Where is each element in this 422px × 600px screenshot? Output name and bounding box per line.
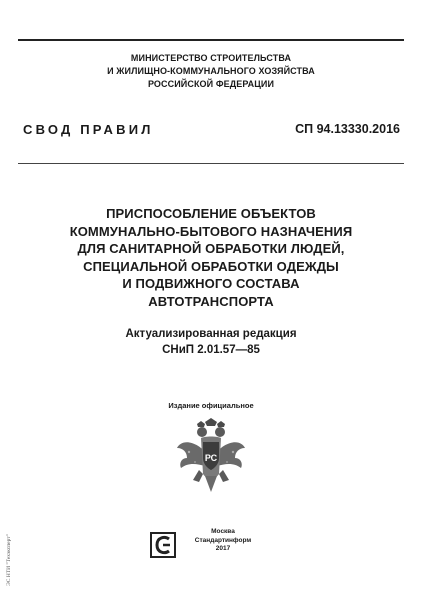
title-line: КОММУНАЛЬНО-БЫТОВОГО НАЗНАЧЕНИЯ [69, 223, 353, 239]
ministry-line: И ЖИЛИЩНО-КОММУНАЛЬНОГО ХОЗЯЙСТВА [107, 66, 315, 76]
ministry-line: РОССИЙСКОЙ ФЕДЕРАЦИИ [147, 79, 275, 89]
ministry-line: МИНИСТЕРСТВО СТРОИТЕЛЬСТВА [130, 53, 292, 63]
edition-reference: СНиП 2.01.57—85 [162, 344, 260, 356]
side-watermark-text: ЭС НТИ "Техэксперт" [6, 534, 12, 586]
publisher-city: Москва [211, 528, 235, 535]
publisher-block [150, 528, 290, 568]
title-line: И ПОДВИЖНОГО СОСТАВА [122, 276, 300, 292]
top-rule [18, 39, 404, 41]
title-line: ПРИСПОСОБЛЕНИЕ ОБЪЕКТОВ [106, 206, 316, 221]
code-row [23, 122, 400, 140]
publisher-year: 2017 [215, 545, 231, 552]
title-line: АВТОТРАНСПОРТА [148, 293, 274, 309]
ministry-emblem-icon [175, 418, 247, 496]
publisher-name: Стандартинформ [194, 536, 252, 544]
title-line: ДЛЯ САНИТАРНОЙ ОБРАБОТКИ ЛЮДЕЙ, [77, 241, 345, 257]
document-title [0, 205, 422, 311]
edition-line: Актуализированная редакция [125, 328, 297, 340]
edition-block [0, 326, 422, 358]
side-watermark [4, 527, 14, 597]
standartinform-logo-icon [150, 532, 176, 558]
official-edition-note: Издание официальное [168, 401, 254, 410]
ministry-header [0, 52, 422, 91]
publisher-text [180, 528, 266, 554]
title-line: СПЕЦИАЛЬНОЙ ОБРАБОТКИ ОДЕЖДЫ [83, 258, 339, 274]
code-label: СВОД ПРАВИЛ [23, 122, 154, 137]
svg-text:РС: РС [204, 453, 218, 463]
code-number: СП 94.13330.2016 [295, 122, 400, 136]
middle-rule [18, 163, 404, 164]
